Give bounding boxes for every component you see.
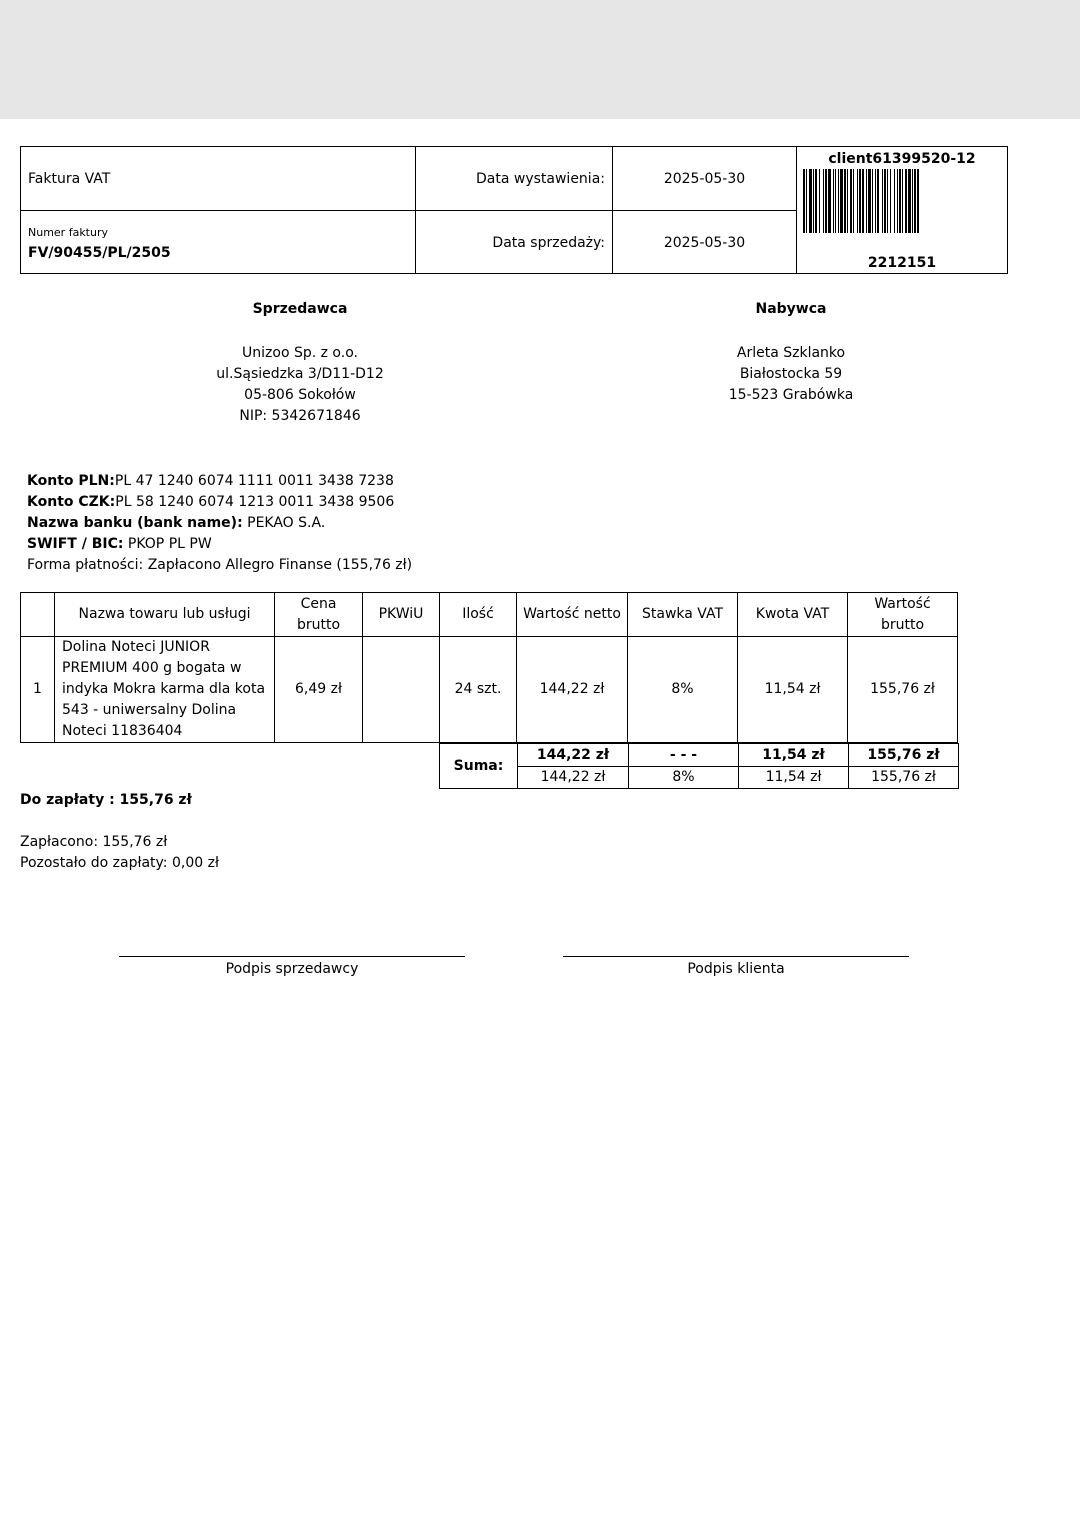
amount-due: Do zapłaty : 155,76 zł	[20, 792, 192, 808]
col-net: Wartość netto	[517, 593, 628, 637]
summary-total-rate: - - -	[629, 744, 739, 767]
client-code: client61399520-12	[828, 151, 976, 167]
czk-account-label: Konto CZK:	[27, 494, 116, 510]
summary-total-gross: 155,76 zł	[849, 744, 959, 767]
barcode-icon	[803, 169, 999, 233]
col-vat-rate: Stawka VAT	[628, 593, 738, 637]
row-name: Dolina Noteci JUNIOR PREMIUM 400 g bogata w indyka Mokra karma dla kota 543 - uniwersalny Dolina Noteci 11836404	[55, 637, 275, 743]
seller-nip: NIP: 5342671846	[239, 408, 361, 424]
summary-row-vat: 11,54 zł	[739, 766, 849, 789]
invoice-number-label: Numer faktury	[28, 226, 109, 239]
swift-code: PKOP PL PW	[123, 536, 212, 552]
summary-total-row	[440, 744, 959, 767]
top-gray-bar	[0, 0, 1080, 119]
sale-date-label: Data sprzedaży:	[492, 235, 605, 251]
seller-heading: Sprzedawca	[252, 301, 348, 317]
summary-label: Suma:	[440, 744, 518, 789]
sale-date: 2025-05-30	[663, 235, 746, 251]
pln-account-label: Konto PLN:	[27, 473, 115, 489]
table-row	[21, 637, 958, 743]
seller-signature-label: Podpis sprzedawcy	[225, 961, 359, 977]
col-price: Cena brutto	[275, 593, 363, 637]
col-qty: Ilość	[440, 593, 517, 637]
items-table	[20, 592, 958, 743]
bank-name: PEKAO S.A.	[242, 515, 326, 531]
col-name: Nazwa towaru lub usługi	[55, 593, 275, 637]
seller-address	[150, 343, 450, 427]
bank-name-label: Nazwa banku (bank name):	[27, 515, 243, 531]
row-no: 1	[21, 637, 55, 743]
invoice-number-cell	[20, 210, 416, 274]
client-signature-label: Podpis klienta	[687, 961, 785, 977]
czk-account: PL 58 1240 6074 1213 0011 3438 9506	[115, 494, 395, 510]
summary-total-vat: 11,54 zł	[739, 744, 849, 767]
payment-method: Forma płatności: Zapłacono Allegro Finanse (155,76 zł)	[27, 557, 413, 573]
buyer-street: Białostocka 59	[739, 366, 843, 382]
seller-street: ul.Sąsiedzka 3/D11-D12	[216, 366, 384, 382]
table-header-row	[21, 593, 958, 637]
row-vat-rate: 8%	[628, 637, 738, 743]
col-no	[21, 593, 55, 637]
seller-signature-line	[119, 956, 465, 957]
swift-label: SWIFT / BIC:	[27, 536, 124, 552]
pln-account: PL 47 1240 6074 1111 0011 3438 7238	[114, 473, 394, 489]
row-vat-amount: 11,54 zł	[738, 637, 848, 743]
col-gross: Wartość brutto	[848, 593, 958, 637]
client-signature-line	[563, 956, 909, 957]
amount-paid: Zapłacono: 155,76 zł	[20, 834, 168, 850]
summary-row-gross: 155,76 zł	[849, 766, 959, 789]
summary-row-rate: 8%	[629, 766, 739, 789]
row-price: 6,49 zł	[275, 637, 363, 743]
doc-type: Faktura VAT	[28, 171, 111, 187]
amount-remaining: Pozostało do zapłaty: 0,00 zł	[20, 855, 219, 871]
summary-total-net: 144,22 zł	[518, 744, 629, 767]
row-qty: 24 szt.	[440, 637, 517, 743]
col-pkwiu: PKWiU	[363, 593, 440, 637]
summary-rate-row	[440, 766, 959, 789]
seller-city: 05-806 Sokołów	[244, 387, 356, 403]
summary-row-net: 144,22 zł	[518, 766, 629, 789]
buyer-name: Arleta Szklanko	[736, 345, 846, 361]
seller-name: Unizoo Sp. z o.o.	[242, 345, 358, 361]
issue-date-label: Data wystawienia:	[476, 171, 605, 187]
row-pkwiu	[363, 637, 440, 743]
invoice-number: FV/90455/PL/2505	[28, 245, 171, 261]
buyer-address	[641, 343, 941, 406]
col-vat-amount: Kwota VAT	[738, 593, 848, 637]
issue-date: 2025-05-30	[663, 171, 746, 187]
row-net: 144,22 zł	[517, 637, 628, 743]
buyer-city: 15-523 Grabówka	[728, 387, 854, 403]
row-gross: 155,76 zł	[848, 637, 958, 743]
summary-table	[439, 743, 959, 789]
bank-info	[27, 471, 412, 576]
barcode-number: 2212151	[867, 255, 937, 271]
buyer-heading: Nabywca	[755, 301, 827, 317]
